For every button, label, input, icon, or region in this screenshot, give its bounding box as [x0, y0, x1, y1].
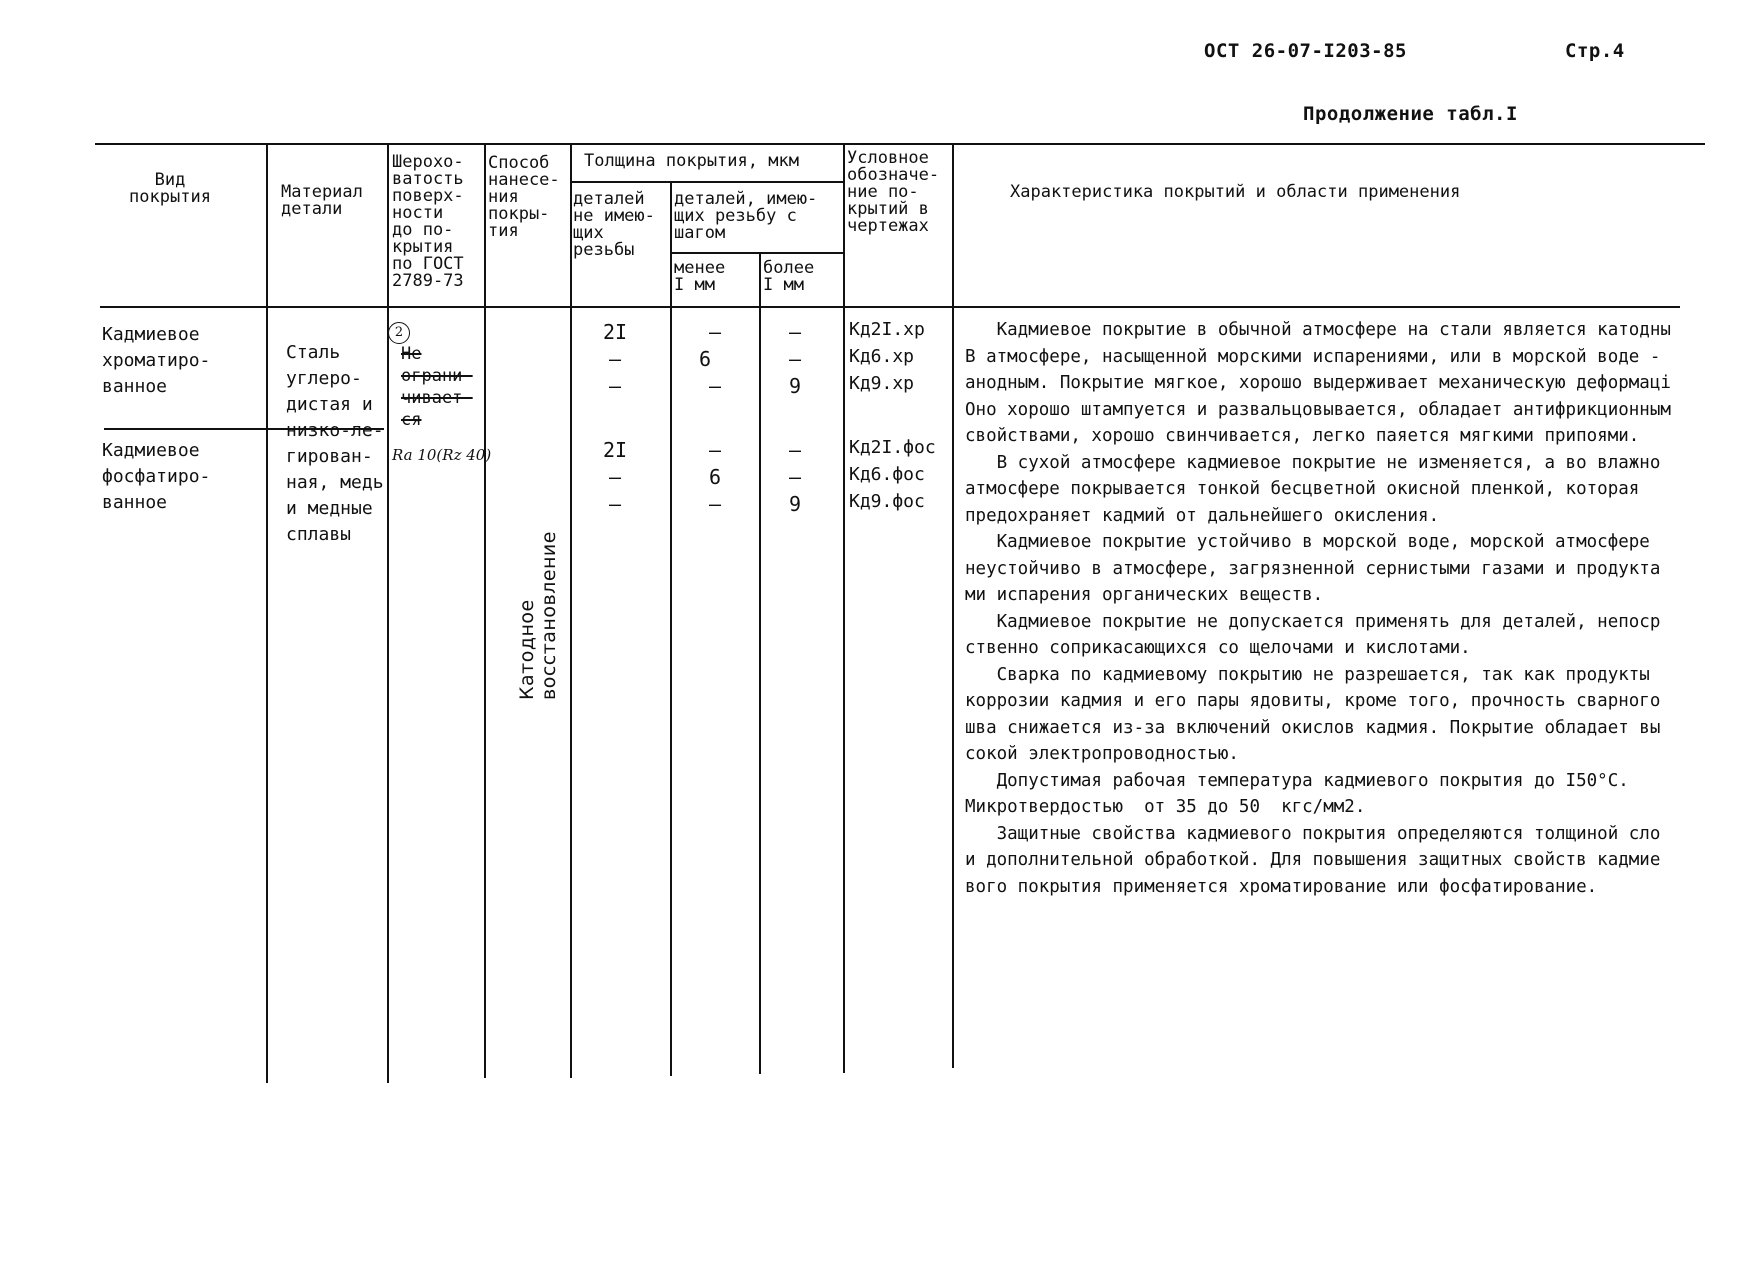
thickness-no-thread: – [608, 492, 622, 516]
page-number: Стр.4 [1565, 40, 1625, 62]
thickness-pitch-more: – [788, 347, 802, 371]
thickness-pitch-less: – [708, 374, 722, 398]
thickness-subheader-rule [571, 181, 844, 183]
designation-code: Кд6.хр [849, 346, 915, 367]
header-thickness: Толщина покрытия, мкм [584, 151, 799, 171]
designation-code: Кд2I.хр [849, 319, 925, 340]
column-divider [484, 143, 486, 1078]
designation-code: Кд9.хр [849, 373, 915, 394]
thickness-no-thread: 2I [602, 320, 628, 344]
revision-mark: 2 [388, 322, 410, 344]
header-designation: Условное обозначе- ние по- крытий в чертежах [847, 148, 940, 236]
thickness-no-thread: – [608, 347, 622, 371]
column-divider [952, 143, 954, 1068]
column-divider [387, 143, 389, 1083]
thickness-pitch-less: 6 [698, 347, 712, 371]
thickness-pitch-more: – [788, 438, 802, 462]
header-coating-type: Вид покрытия [129, 170, 211, 207]
characteristics-text: Кадмиевое покрытие в обычной атмосфере на стали является катодны В атмосфере, насыщенной морскими испарениями, или в морской воде - анодным. Покрытие мягкое, хорошо выдерживает механическую деформаці Оно хорошо штампуется и развальцовывается, обладает антифрикционным свойствами, хорошо свинчивается, легко паяется мягкими припоями. В сухой атмосфере кадмиевое покрытие не изменяется, а во влажно атмосфере покрывается тонкой бесцветной окисной пленкой, которая предохраняет кадмий от дальнейшего окисления. Кадмиевое покрытие устойчиво в морской воде, морской атмосфере неустойчиво в атмосфере, загрязненной сернистыми газами и продукта ми испарения органических веществ. Кадмиевое покрытие не допускается применять для деталей, непоср ственно соприкасающихся со щелочами и кислотами. Сварка по кадмиевому покрытию не разрешается, так как продукты коррозии кадмия и его пары ядовиты, кроме того, прочность сварного шва снижается из-за включений окислов кадмия. Покрытие обладает вы сокой электропроводностью. Допустимая рабочая температура кадмиевого покрытия до I50°С. Микротвердостью от 35 до 50 кгс/мм2. Защитные свойства кадмиевого покрытия определяются толщиной сло и дополнительной обработкой. Для повышения защитных свойств кадмие вого покрытия применяется хроматирование или фосфатирование. [965, 320, 1671, 897]
thickness-pitch-less: 6 [708, 465, 722, 489]
column-divider [759, 252, 761, 1074]
designation-code: Кд9.фос [849, 491, 925, 512]
table-continuation-label: Продолжение табл.I [1303, 103, 1518, 125]
column-divider [670, 181, 672, 1076]
thickness-pitch-more: – [788, 320, 802, 344]
thread-subheader-rule [671, 252, 844, 254]
header-thread: деталей, имею- щих резьбу с шагом [674, 189, 818, 243]
thickness-pitch-less: – [708, 492, 722, 516]
coating-type-chromated: Кадмиевое хроматиро- ванное [102, 324, 211, 397]
header-roughness: Шерохо- ватость поверх- ности до по- крытия по ГОСТ 2789-73 [392, 152, 464, 291]
roughness-struck-value: Не ограни- чивает- ся [401, 344, 473, 430]
header-material: Материал детали [281, 182, 363, 219]
thickness-pitch-less: – [708, 320, 722, 344]
column-divider [843, 143, 845, 1073]
method-value: Катодное восстановление [516, 531, 560, 700]
designation-code: Кд6.фос [849, 464, 925, 485]
designation-code: Кд2I.фос [849, 437, 936, 458]
thickness-pitch-more: 9 [788, 374, 802, 398]
header-method: Способ нанесе- ния покры- тия [488, 153, 560, 241]
table-top-rule [95, 143, 1705, 145]
material-value: Сталь углеро- дистая и низко-ле- гирован- ная, медь и медные сплавы [286, 342, 384, 545]
column-divider [266, 143, 268, 1083]
roughness-handwritten-value: Ra 10(Rz 40) [392, 446, 492, 464]
thickness-pitch-less: – [708, 438, 722, 462]
header-no-thread: деталей не имею- щих резьбы [573, 189, 655, 260]
document-code: ОСТ 26-07-I203-85 [1204, 40, 1407, 62]
header-pitch-more: более I мм [763, 258, 815, 295]
thickness-no-thread: 2I [602, 438, 628, 462]
thickness-pitch-more: – [788, 465, 802, 489]
header-bottom-rule [100, 306, 1680, 308]
thickness-no-thread: – [608, 374, 622, 398]
header-pitch-less: менее I мм [674, 258, 726, 295]
header-characteristics: Характеристика покрытий и области применения [1010, 182, 1461, 202]
thickness-no-thread: – [608, 465, 622, 489]
coating-type-phosphated: Кадмиевое фосфатиро- ванное [102, 440, 211, 513]
thickness-pitch-more: 9 [788, 492, 802, 516]
column-divider [570, 143, 572, 1078]
